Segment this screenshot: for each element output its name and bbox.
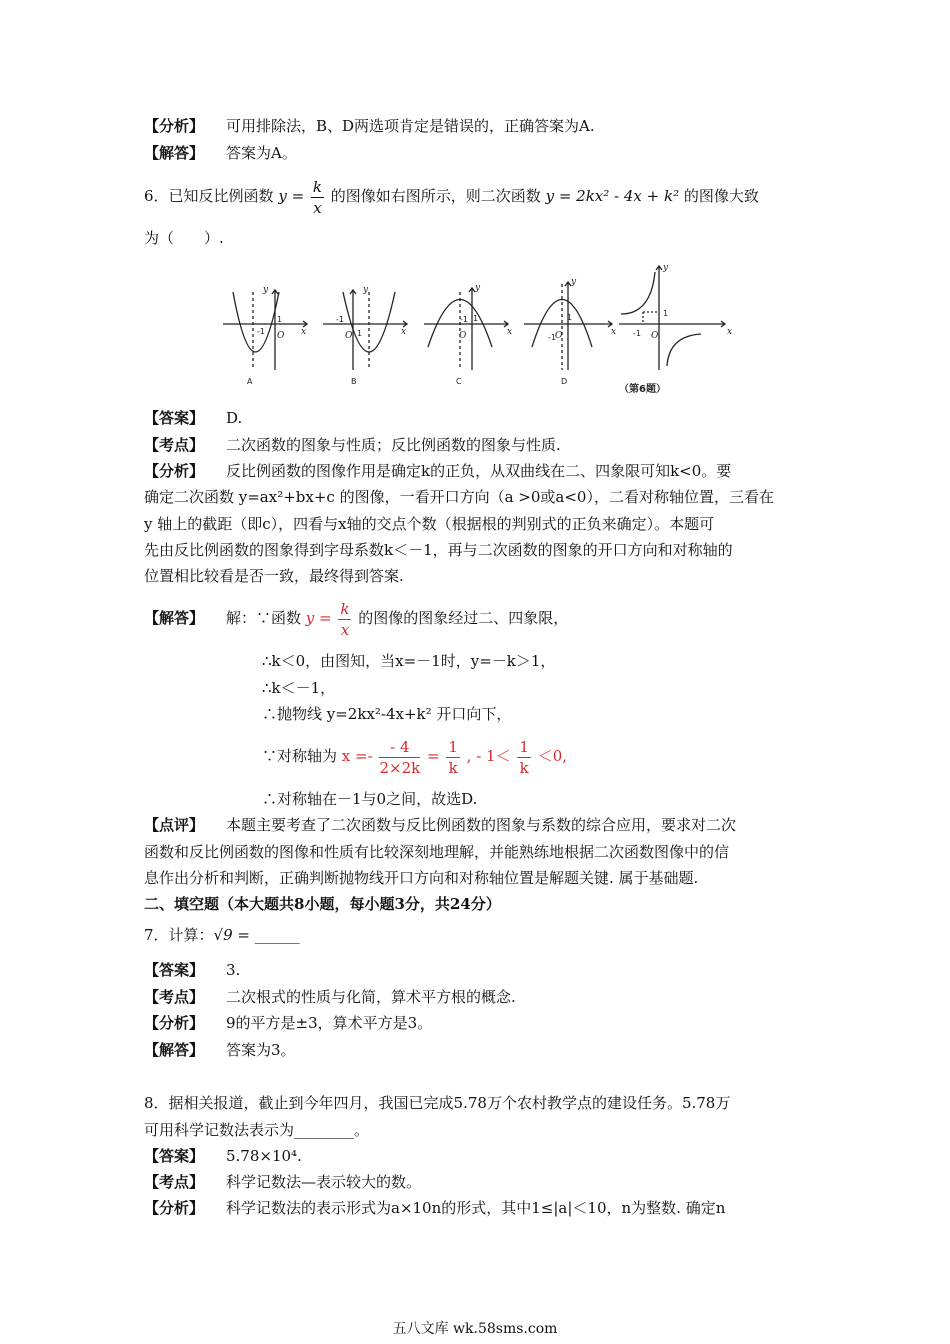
- svg-text:1: 1: [567, 313, 573, 322]
- q6-analysis-3: y 轴上的截距（即c），四看与x轴的交点个数（根据根的判别式的正负来确定）。本题可: [144, 515, 715, 533]
- q6-analysis-4: 先由反比例函数的图象得到字母系数k＜－1，再与二次函数的图象的开口方向和对称轴的: [144, 541, 733, 559]
- q6-stem: 6．已知反比例函数 y = $\frac{k}{x}$ 的图像如右图所示，则二次函数 y = 2kx² - 4x + k² 的图像大致: [144, 177, 759, 217]
- svg-text:O: O: [555, 331, 563, 341]
- svg-text:O: O: [345, 331, 353, 341]
- svg-text:1: 1: [663, 309, 669, 318]
- graph-c: [424, 288, 508, 370]
- q6-stem-end: 为（ ）.: [144, 229, 224, 247]
- q6-step-5: ∴对称轴在－1与0之间，故选D.: [262, 790, 478, 808]
- svg-text:x: x: [301, 327, 307, 337]
- svg-text:1: 1: [357, 329, 363, 338]
- svg-text:-1: -1: [257, 327, 265, 336]
- q5-analysis: 【分析】 可用排除法，B、D两选项肯定是错误的，正确答案为A.: [144, 117, 595, 135]
- solution-label: 【解答】: [144, 144, 205, 162]
- graph-label-d: D: [561, 377, 568, 386]
- graph-hyperbola: [619, 266, 725, 370]
- svg-text:y: y: [663, 263, 669, 273]
- q6-comment-2: 函数和反比例函数的图像和性质有比较深刻地理解，并能熟练地根据二次函数图像中的信: [144, 843, 730, 861]
- svg-text:O: O: [459, 331, 467, 341]
- svg-text:x: x: [507, 327, 513, 337]
- q8-stem-2: 可用科学记数法表示为________。: [144, 1121, 370, 1139]
- graph-a: [223, 290, 307, 370]
- q6-comment-3: 息作出分析和判断，正确判断抛物线开口方向和对称轴位置是解题关键. 属于基础题.: [144, 869, 699, 887]
- svg-text:O: O: [651, 331, 659, 341]
- svg-text:1: 1: [277, 315, 283, 324]
- q7-stem: 7．计算：√9 = ______: [144, 926, 300, 944]
- q7-analysis: 【分析】 9的平方是±3，算术平方是3。: [144, 1014, 433, 1032]
- graph-b: [323, 290, 407, 370]
- q6-answer: 【答案】 D.: [144, 409, 243, 427]
- q6-step-3: ∴抛物线 y=2kx²-4x+k² 开口向下，: [262, 705, 512, 723]
- svg-text:-1: -1: [336, 315, 344, 324]
- q6-kaodian: 【考点】 二次函数的图象与性质；反比例函数的图象与性质.: [144, 436, 561, 454]
- svg-text:-1: -1: [548, 333, 556, 342]
- graph-label-c: C: [456, 377, 462, 386]
- q8-answer: 【答案】 5.78×10⁴.: [144, 1147, 302, 1165]
- q6-analysis-5: 位置相比较看是否一致，最终得到答案.: [144, 567, 404, 585]
- graph-label-a: A: [247, 377, 253, 386]
- q8-stem-1: 8．据相关报道，截止到今年四月，我国已完成5.78万个农村教学点的建设任务。5.78万: [144, 1094, 731, 1112]
- analysis-label: 【分析】: [144, 117, 205, 135]
- q7-answer: 【答案】 3.: [144, 961, 241, 979]
- q6-analysis-2: 确定二次函数 y=ax²+bx+c 的图像，一看开口方向（a >0或a<0），二看对称轴位置，三看在: [144, 488, 774, 506]
- footer-watermark: 五八文库 wk.58sms.com: [392, 1321, 558, 1337]
- svg-text:y: y: [475, 283, 481, 293]
- svg-text:y: y: [363, 285, 369, 295]
- svg-text:x: x: [611, 327, 617, 337]
- graph-label-b: B: [351, 377, 357, 386]
- svg-text:y: y: [263, 285, 269, 295]
- q6-analysis-1: 【分析】 反比例函数的图像作用是确定k的正负，从双曲线在二、四象限可知k<0。要: [144, 462, 732, 480]
- q6-graph-figure: [215, 262, 735, 397]
- svg-text:x: x: [727, 327, 733, 337]
- q8-analysis: 【分析】 科学记数法的表示形式为a×10n的形式，其中1≤|a|＜10，n为整数. 确定n: [144, 1199, 726, 1217]
- q6-step-2: ∴k＜－1，: [262, 679, 336, 697]
- q8-kaodian: 【考点】 科学记数法—表示较大的数。: [144, 1173, 422, 1191]
- section-title: 二、填空题（本大题共8小题，每小题3分，共24分）: [144, 895, 501, 913]
- svg-text:O: O: [277, 331, 285, 341]
- svg-text:-1: -1: [460, 315, 468, 324]
- svg-text:x: x: [401, 327, 407, 337]
- svg-text:y: y: [571, 277, 577, 287]
- q7-solution: 【解答】 答案为3。: [144, 1041, 296, 1059]
- q6-step-4: ∵对称轴为 x =- $\frac{- 4}{2\times 2k}$ = $\frac{1}{k}$ , - 1＜ $\frac{1}{k}$ ＜0,: [262, 737, 568, 777]
- q7-kaodian: 【考点】 二次根式的性质与化简，算术平方根的概念.: [144, 988, 516, 1006]
- k-over-x-fraction: $\frac{k}{x}$: [312, 177, 323, 217]
- q5-solution: 【解答】 答案为A。: [144, 144, 297, 162]
- svg-text:-1: -1: [633, 329, 641, 338]
- graph-label-fig: （第6题）: [619, 384, 666, 395]
- svg-text:1: 1: [473, 314, 479, 323]
- graph-d: [524, 282, 612, 370]
- q6-solution-1: 【解答】 解：∵函数 y = $\frac{k}{x}$ 的图像的图象经过二、四象限，: [144, 599, 569, 639]
- q6-comment-1: 【点评】 本题主要考查了二次函数与反比例函数的图象与系数的综合应用，要求对二次: [144, 816, 737, 834]
- q6-step-1: ∴k＜0，由图知，当x=－1时，y=－k＞1，: [262, 652, 556, 670]
